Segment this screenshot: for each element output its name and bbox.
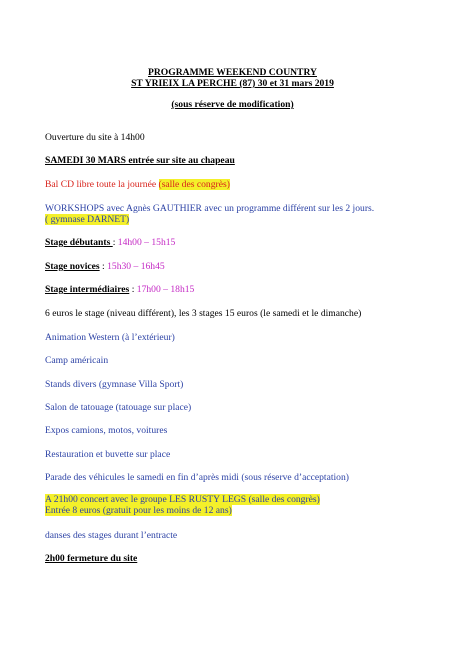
stage-separator: : [99, 261, 108, 272]
document-subtitle: ST YRIEIX LA PERCHE (87) 30 et 31 mars 2019 [131, 78, 334, 89]
activity-item: Expos camions, motos, voitures [45, 425, 168, 436]
stage-time: 15h30 – 16h45 [107, 261, 165, 272]
concert-text: A 21h00 concert avec le groupe LES RUSTY LEGS (salle des congrès) [45, 494, 320, 505]
workshops-line: WORKSHOPS avec Agnès GAUTHIER avec un programme différent sur les 2 jours. [45, 203, 375, 214]
document-title: PROGRAMME WEEKEND COUNTRY [148, 67, 317, 78]
concert-price-line [45, 505, 232, 516]
bal-line [45, 179, 230, 190]
stage-novices [45, 261, 165, 272]
activity-item: Parade des véhicules le samedi en fin d’après midi (sous réserve d’acceptation) [45, 472, 349, 483]
stage-separator: : [129, 284, 137, 295]
bal-place: (salle des congrès) [158, 179, 230, 190]
stage-separator: : [112, 237, 118, 248]
activity-item: Restauration et buvette sur place [45, 449, 171, 460]
activity-item: Stands divers (gymnase Villa Sport) [45, 379, 184, 390]
stage-name: Stage intermédiaires [45, 284, 130, 295]
closing-time: 2h00 fermeture du site [45, 553, 138, 564]
activity-item: Camp américain [45, 355, 109, 366]
prices-line: 6 euros le stage (niveau différent), les 3 stages 15 euros (le samedi et le dimanche) [45, 308, 362, 319]
stage-debutants [45, 237, 175, 248]
stage-time: 17h00 – 18h15 [136, 284, 195, 295]
stage-name: Stage novices [45, 261, 100, 272]
modification-note: (sous réserve de modification) [171, 99, 294, 110]
opening-time: Ouverture du site à 14h00 [45, 132, 145, 143]
saturday-heading: SAMEDI 30 MARS entrée sur site au chapeau [45, 155, 235, 166]
activity-item: Animation Western (à l’extérieur) [45, 332, 175, 343]
stage-time: 14h00 – 15h15 [117, 237, 176, 248]
concert-price: Entrée 8 euros (gratuit pour les moins de 12 ans) [45, 505, 232, 516]
concert-line [45, 494, 320, 505]
activity-item: Salon de tatouage (tatouage sur place) [45, 402, 192, 413]
stage-name: Stage débutants [45, 237, 113, 248]
workshops-venue: ( gymnase DARNET) [45, 214, 130, 225]
workshops-venue-line [45, 214, 129, 225]
intermission-line: danses des stages durant l’entracte [45, 530, 178, 541]
stage-intermediaires [45, 284, 194, 295]
bal-text: Bal CD libre toute la journée [45, 179, 159, 190]
